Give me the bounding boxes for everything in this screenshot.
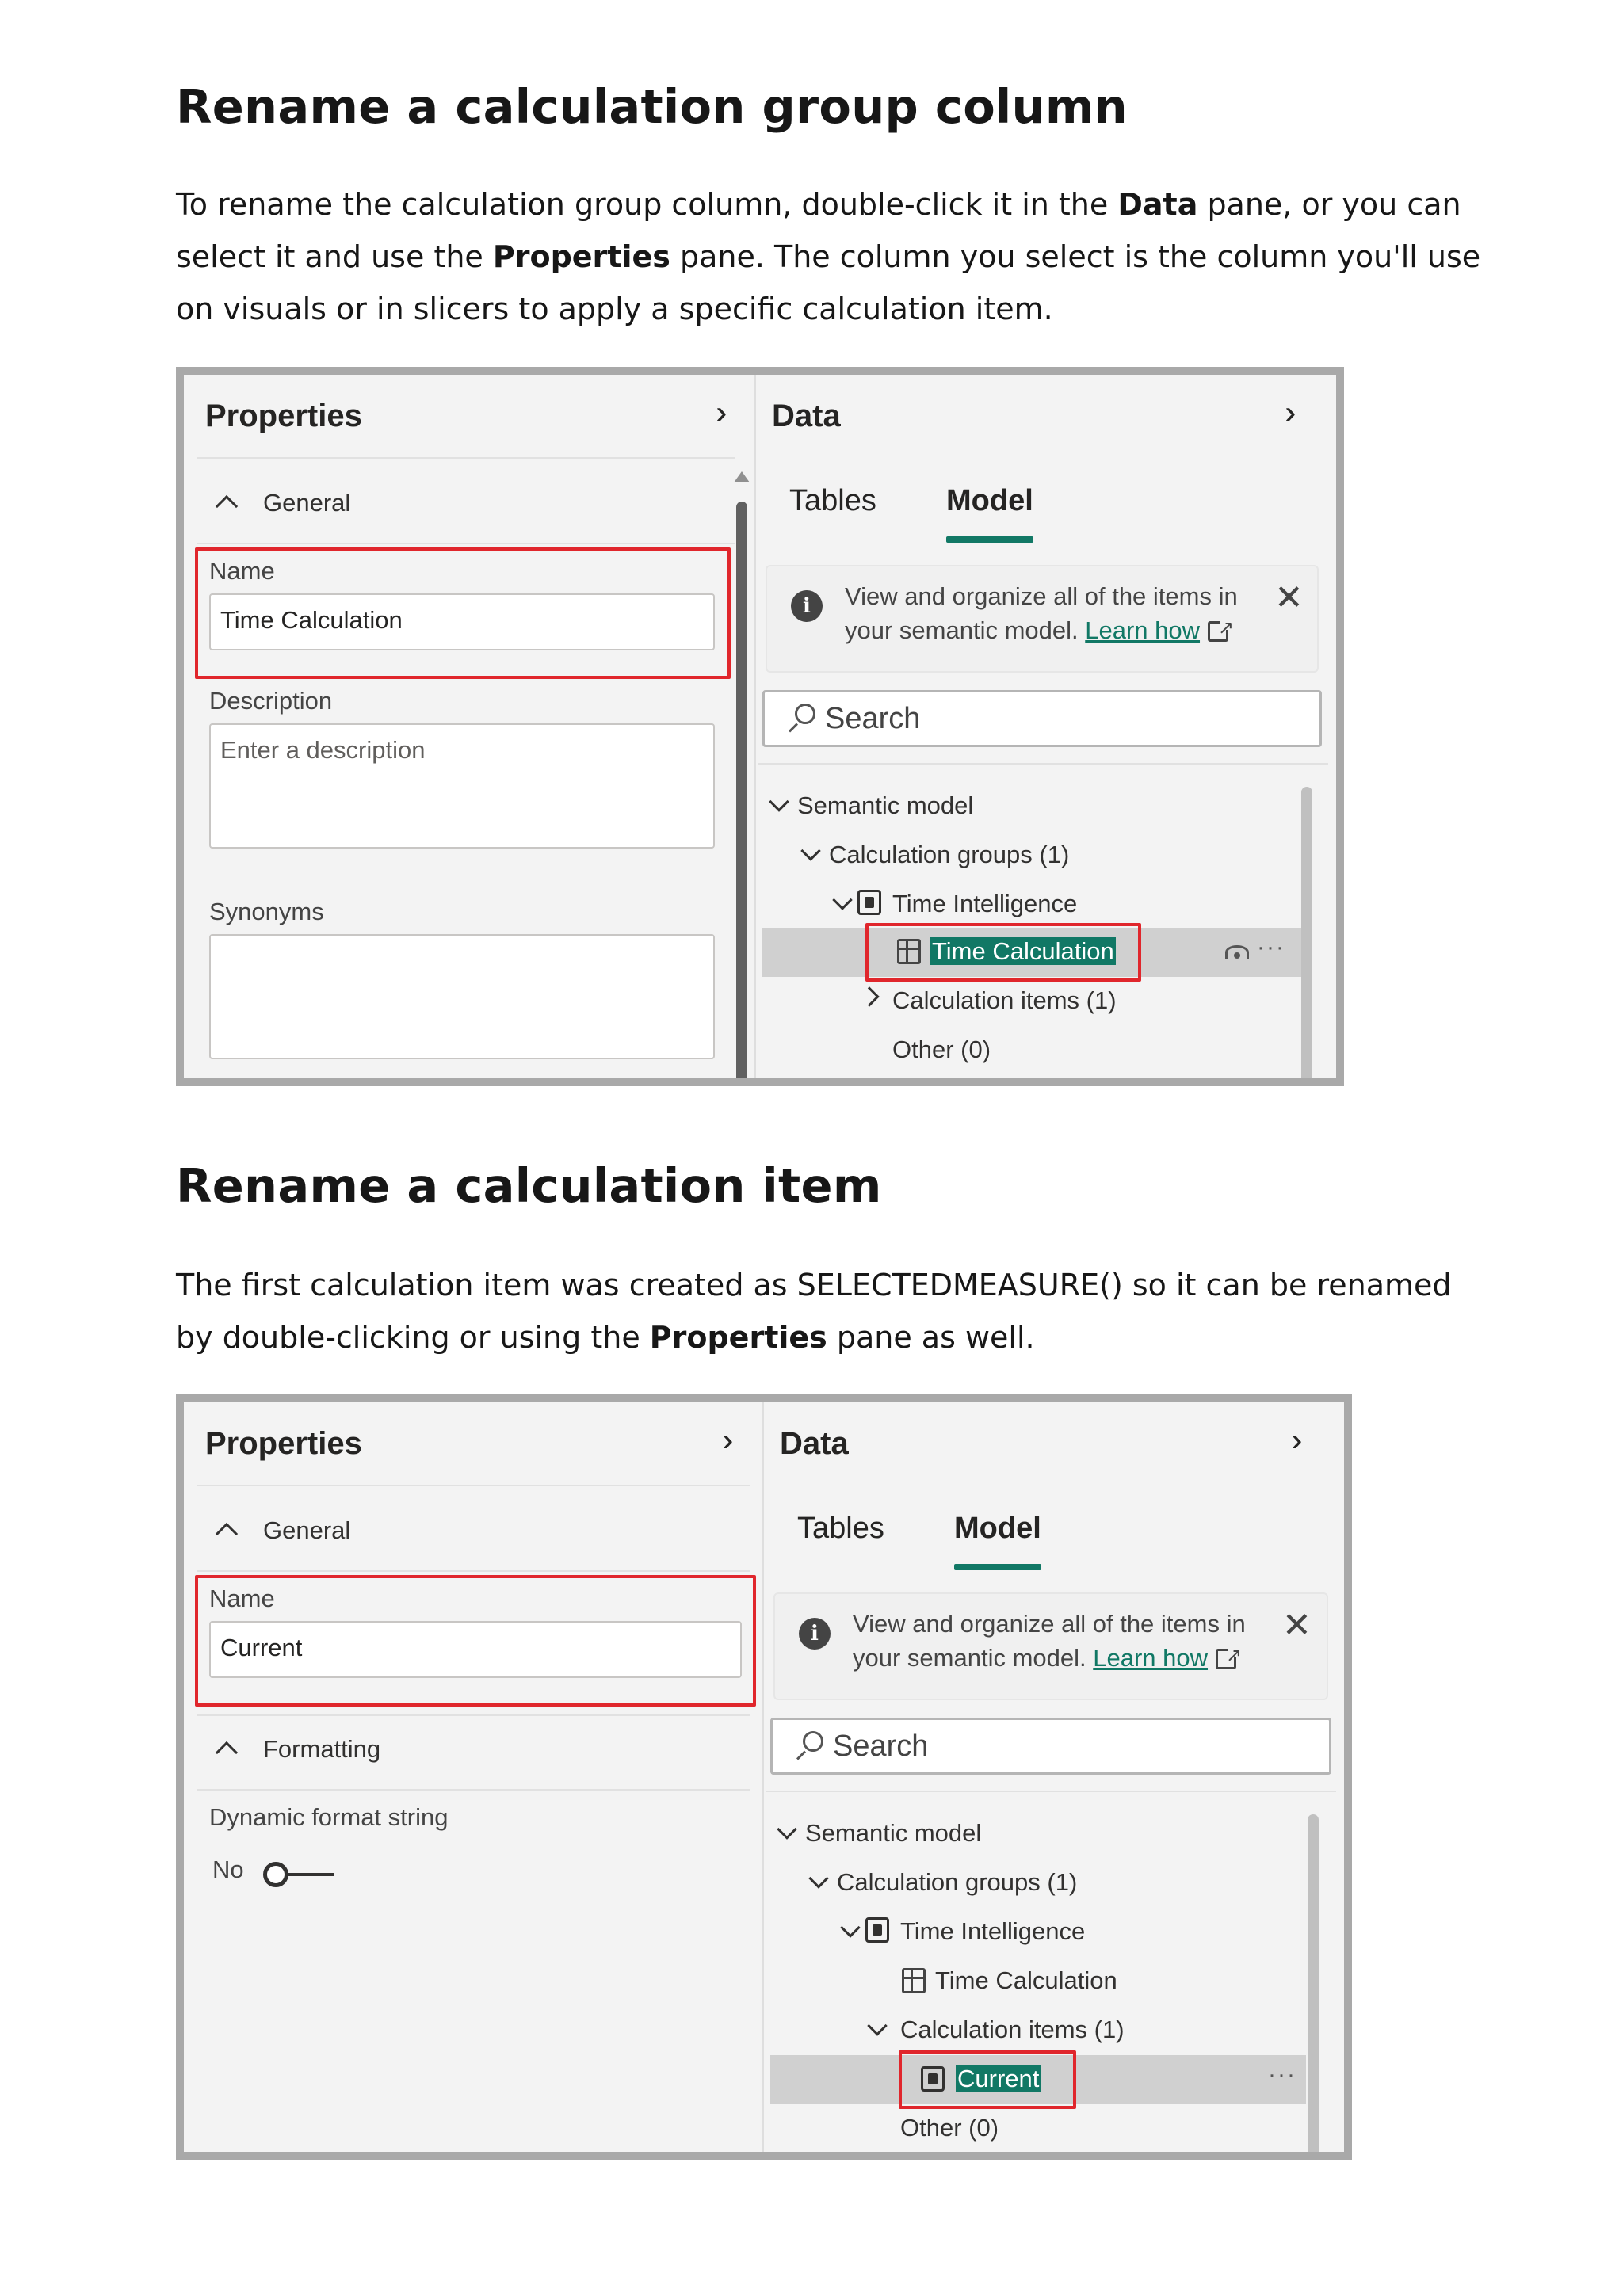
- calculation-group-icon: [857, 890, 881, 915]
- screenshot-rename-item: [176, 1394, 1352, 2160]
- divider: [766, 1791, 1336, 1792]
- info-text: [853, 1607, 1296, 1675]
- toggle-label: No: [212, 1855, 244, 1883]
- section-formatting[interactable]: Formatting: [263, 1735, 381, 1763]
- highlight-box: [899, 2050, 1076, 2109]
- chevron-up-icon[interactable]: [216, 495, 238, 517]
- para-text: pane, or you can select it and use the: [176, 187, 1461, 274]
- chevron-right-icon[interactable]: [859, 986, 879, 1006]
- info-banner: [773, 1592, 1328, 1700]
- section-heading-rename-item: Rename a calculation item: [176, 1158, 882, 1213]
- tab-tables[interactable]: Tables: [789, 484, 876, 517]
- properties-scrollbar[interactable]: [736, 502, 747, 1086]
- synonyms-input[interactable]: [209, 934, 715, 1059]
- current-label: Current: [957, 2065, 1040, 2092]
- dynamic-format-label: Dynamic format string: [209, 1803, 449, 1831]
- close-icon[interactable]: ✕: [1282, 1605, 1312, 1646]
- search-box[interactable]: [762, 690, 1322, 747]
- properties-pane: [184, 375, 756, 1078]
- chevron-down-icon[interactable]: [832, 890, 852, 910]
- data-pane-title: Data: [780, 1426, 849, 1461]
- name-label: Name: [209, 557, 275, 585]
- chevron-down-icon[interactable]: [808, 1868, 828, 1888]
- section-general[interactable]: General: [263, 1516, 351, 1544]
- visibility-icon[interactable]: [1225, 945, 1249, 959]
- chevron-down-icon[interactable]: [867, 2016, 887, 2035]
- tree-semantic-model[interactable]: Semantic model: [805, 1819, 982, 1847]
- highlight-box: [865, 923, 1141, 982]
- properties-pane-title: Properties: [205, 399, 362, 433]
- divider: [758, 763, 1328, 765]
- divider: [197, 457, 735, 459]
- properties-pane-title: Properties: [205, 1426, 362, 1461]
- time-calculation-label: Time Calculation: [932, 937, 1114, 965]
- tree-time-calculation[interactable]: Time Calculation: [935, 1966, 1117, 1994]
- para-text: To rename the calculation group column, double-click it in the: [176, 187, 1118, 222]
- synonyms-label: Synonyms: [209, 898, 324, 925]
- name-input[interactable]: Time Calculation: [209, 593, 715, 650]
- chevron-down-icon[interactable]: [840, 1917, 860, 1937]
- search-box[interactable]: [770, 1718, 1331, 1775]
- more-options-icon[interactable]: ···: [1257, 934, 1285, 960]
- info-banner: [766, 565, 1319, 673]
- chevron-up-icon[interactable]: [216, 1741, 238, 1764]
- tab-model[interactable]: Model: [954, 1512, 1041, 1545]
- tab-model-underline: [954, 1564, 1041, 1570]
- section-general[interactable]: General: [263, 489, 351, 517]
- chevron-down-icon[interactable]: [777, 1819, 796, 1839]
- name-input[interactable]: Current: [209, 1621, 742, 1678]
- search-icon: [795, 704, 815, 724]
- highlight-box: [195, 547, 731, 679]
- name-label: Name: [209, 1585, 275, 1612]
- external-link-icon[interactable]: [1216, 1649, 1236, 1669]
- section-paragraph-rename-column: [176, 178, 1484, 335]
- info-icon: i: [799, 1618, 831, 1650]
- search-input[interactable]: Search: [825, 702, 921, 735]
- para-text: pane as well.: [827, 1320, 1035, 1355]
- divider: [197, 1570, 750, 1572]
- tab-model-underline: [946, 536, 1033, 543]
- dynamic-format-toggle[interactable]: [263, 1862, 288, 1887]
- search-input[interactable]: Search: [833, 1730, 929, 1763]
- external-link-icon[interactable]: [1208, 621, 1228, 642]
- info-message: View and organize all of the items in your semantic model.: [853, 1610, 1246, 1672]
- description-label: Description: [209, 687, 333, 715]
- divider: [197, 543, 735, 544]
- info-text: [845, 579, 1289, 647]
- more-options-icon[interactable]: ···: [1268, 2061, 1296, 2088]
- highlight-box: [195, 1575, 756, 1707]
- learn-how-link[interactable]: Learn how: [1085, 616, 1201, 644]
- tree-semantic-model[interactable]: Semantic model: [797, 791, 974, 819]
- para-bold-properties: Properties: [649, 1320, 827, 1355]
- calculation-group-icon: [865, 1917, 889, 1943]
- para-text: The first calculation item was created as SELECTEDMEASURE() so it can be renamed by double-clicking or using the: [176, 1268, 1452, 1355]
- search-icon: [803, 1731, 823, 1752]
- section-paragraph-rename-item: [176, 1259, 1484, 1363]
- info-icon: i: [791, 590, 823, 622]
- screenshot-rename-column: [176, 367, 1344, 1086]
- divider: [197, 1789, 750, 1791]
- description-input[interactable]: Enter a description: [209, 723, 715, 849]
- chevron-down-icon[interactable]: [769, 791, 789, 811]
- calculation-column-icon: [902, 1968, 926, 1993]
- para-text: pane. The column you select is the column you'll use on visuals or in slicers to apply a specific calculation item.: [176, 239, 1481, 326]
- chevron-down-icon[interactable]: [800, 841, 820, 860]
- tree-other[interactable]: Other (0): [900, 2114, 999, 2142]
- divider: [197, 1714, 750, 1716]
- data-pane: [766, 1402, 1344, 2152]
- tree-calculation-items[interactable]: Calculation items (1): [900, 2016, 1125, 2043]
- tree-time-intelligence[interactable]: Time Intelligence: [900, 1917, 1086, 1945]
- data-pane-title: Data: [772, 399, 841, 433]
- tab-model[interactable]: Model: [946, 484, 1033, 517]
- tree-time-intelligence[interactable]: Time Intelligence: [892, 890, 1078, 917]
- divider: [197, 1485, 750, 1486]
- para-bold-data: Data: [1117, 187, 1198, 222]
- section-heading-rename-column: Rename a calculation group column: [176, 79, 1128, 134]
- tree-calculation-groups[interactable]: Calculation groups (1): [829, 841, 1070, 868]
- tab-tables[interactable]: Tables: [797, 1512, 884, 1545]
- properties-pane: [184, 1402, 764, 2152]
- chevron-up-icon[interactable]: [216, 1523, 238, 1545]
- info-message: View and organize all of the items in your semantic model.: [845, 582, 1238, 644]
- learn-how-link[interactable]: Learn how: [1093, 1644, 1209, 1672]
- data-scrollbar[interactable]: [1308, 1814, 1319, 2160]
- tree-calculation-groups[interactable]: Calculation groups (1): [837, 1868, 1078, 1896]
- data-pane: [758, 375, 1336, 1078]
- scroll-up-icon[interactable]: [734, 471, 750, 482]
- tree-other[interactable]: Other (0): [892, 1035, 991, 1063]
- data-scrollbar[interactable]: [1301, 787, 1312, 1086]
- tree-calculation-items[interactable]: Calculation items (1): [892, 986, 1117, 1014]
- close-icon[interactable]: ✕: [1274, 578, 1304, 618]
- para-bold-properties: Properties: [492, 239, 670, 274]
